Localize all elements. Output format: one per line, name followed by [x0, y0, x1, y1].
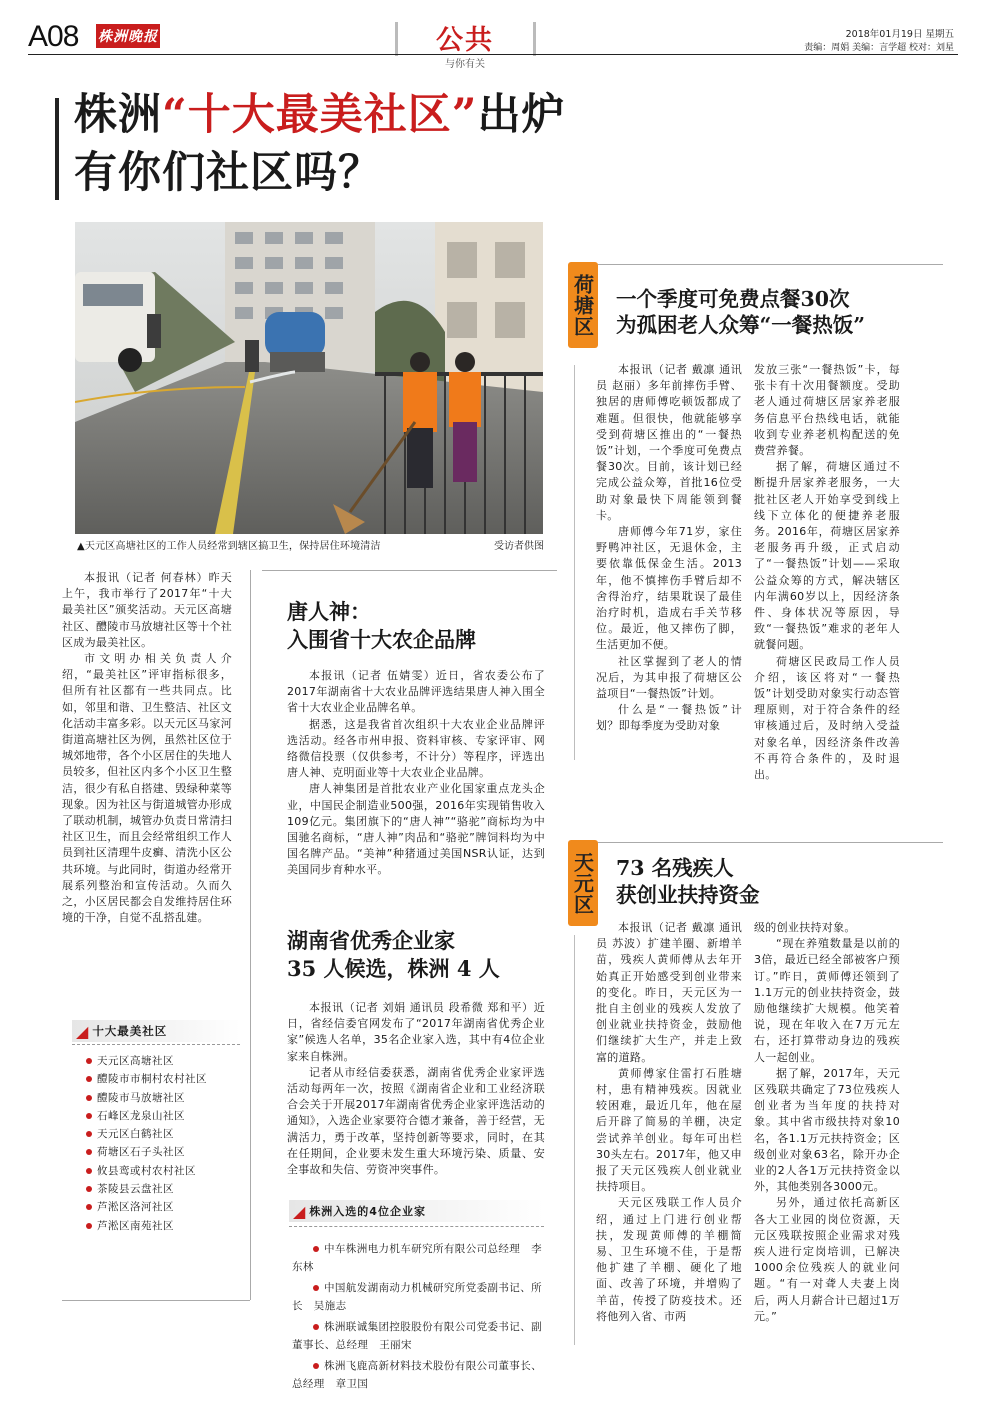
tangrenshen-headline-line1: 唐人神： — [287, 599, 371, 624]
tianyuan-article-col2 — [754, 920, 900, 1325]
bullet-icon — [313, 1285, 319, 1291]
tianyuan-para: 本报讯（记者 戴凛 通讯员 苏波）扩建羊圈、新增羊苗，残疾人黄师傅从去年开始真正开始感受到创业带来的变化。昨日，天元区为一批自主创业的残疾人发放了创业就业扶持资金，鼓励他们继续扩大生产，并走上致富的道路。 — [596, 921, 742, 1064]
paper-logo — [96, 24, 160, 48]
bullet-icon — [86, 1149, 92, 1155]
paper-logo-text: 株洲晚报 — [98, 29, 158, 45]
left-column-box-base — [62, 1300, 250, 1301]
photo-caption: ▲天元区高塘社区的工作人员经常到辖区搞卫生，保持居住环境清洁 — [77, 541, 381, 552]
hetang-para: 什么是“一餐热饭”计划？即每季度为受助对象 — [596, 703, 742, 733]
main-article-body — [62, 570, 232, 926]
bullet-icon — [86, 1095, 92, 1101]
bullet-icon — [86, 1076, 92, 1082]
list-item: 天元区高塘社区 — [86, 1052, 244, 1070]
hetang-headline-line1: 一个季度可免费点餐30次 — [616, 287, 850, 311]
main-article-para: 市文明办相关负责人介绍，“最美社区”评审指标很多，但所有社区都有一些共同点。比如，邻里和谐、卫生整洁、社区文化活动丰富多彩。以天元区马家河街道高塘社区为例，虽然社区位于城郊地带，各个小区居住的失地人员较多，但社区内多个小区卫生整洁，很少有私自搭建、毁绿种菜等现象。因为社区与街道城管办形成了联动机制，城管办负责日常清扫社区卫生，而且会经常组织工作人员到社区清理牛皮癣、清洗小区公共环境。与此同时，街道办经常开展系列整治和宣传活动。久而久之，小区居民都会自发维持居住环境的干净，自觉不乱搭乱建。 — [62, 652, 232, 925]
list-item: 中车株洲电力机车研究所有限公司总经理 李东林 — [292, 1243, 542, 1273]
list-item: 石峰区龙泉山社区 — [86, 1107, 244, 1125]
entrepreneur-list-title: 株洲入选的4位企业家 — [309, 1205, 426, 1218]
list-item: 株洲飞鹿高新材料技术股份有限公司董事长、总经理 章卫国 — [292, 1360, 542, 1390]
tianyuan-para: 据了解，2017年，天元区残联共确定了73位残疾人创业者为当年度的扶持对象。其中省市级扶持对象10名，各1.1万元扶持资金；区级创业对象63名，除开办企业的2人各1万元扶持资金以外，其他类别各3000元。 — [754, 1066, 900, 1194]
entrepreneur-article-body — [287, 1000, 545, 1178]
tianyuan-para: 黄师傅家住雷打石胜塘村，患有精神残疾。因就业较困难，最近几年，他在屋后开辟了简易的羊棚，决定尝试养羊创业。每年可出栏30头左右。2017年，他又申报了天元区残疾人创业就业扶持项目。 — [596, 1066, 742, 1194]
middle-column-rule — [262, 570, 557, 571]
left-column-box-bottom — [250, 570, 251, 1300]
tangrenshen-headline-line2: 入围省十大农企品牌 — [287, 627, 476, 652]
section-left-rule — [395, 22, 398, 56]
tianyuan-article-col1 — [596, 920, 742, 1325]
section-name: 公共 — [436, 25, 494, 56]
bullet-icon — [86, 1058, 92, 1064]
bullet-icon — [86, 1223, 92, 1229]
hetang-article-col2 — [754, 362, 900, 783]
section-right-rule — [533, 22, 536, 56]
tangrenshen-para: 唐人神集团是首批农业产业化国家重点龙头企业，中国民企制造业500强，2016年实现销售收入109亿元。集团旗下的“唐人神”“骆驼”商标均为中国驰名商标，“唐人神”肉品和“骆驼”牌饲料均为中国名牌产品。“美神”种猪通过美国NSR认证，达到美国同步育种水平。 — [287, 782, 545, 877]
entrepreneur-list-rule — [289, 1226, 544, 1227]
list-item: 芦淞区南苑社区 — [86, 1217, 244, 1235]
hetang-headline-line2: 为孤困老人众筹“一餐热饭” — [616, 313, 866, 337]
tangrenshen-article-body — [287, 668, 545, 879]
tianyuan-headline-line1: 73 名残疾人 — [616, 856, 734, 880]
issue-date: 2018年01月19日 星期五 — [845, 29, 954, 40]
list-item: 天元区白鹤社区 — [86, 1125, 244, 1143]
bullet-icon — [313, 1324, 319, 1330]
tianyuan-para: “现在养殖数量是以前的3倍，最近已经全部被客户预订。”昨日，黄师傅还领到了1.1万元的创业扶持资金，鼓励他继续扩大规模。他笑着说，现在年收入在7万元左右，还打算带动身边的残疾人一起创业。 — [754, 937, 900, 1064]
tianyuan-headline-line2: 获创业扶持资金 — [616, 883, 760, 907]
hetang-para: 唐师傅今年71岁，家住野鸭冲社区，无退休金，主要依靠低保金生活。2013年，他不慎摔伤手臂后却不舍得治疗，结果耽误了最佳治疗时机，造成右手关节移位。最近，他又摔伤了脚，生活更加不便。 — [596, 525, 742, 652]
hetang-tag-rule — [598, 264, 943, 265]
tianyuan-section-tag: 天元区 — [568, 840, 598, 926]
top10-list-header — [72, 1020, 240, 1042]
street-cleaning-photo — [75, 222, 543, 534]
page-number: A08 — [28, 20, 79, 53]
bullet-icon — [313, 1363, 319, 1369]
list-item: 株洲联诚集团控股股份有限公司党委书记、副董事长、总经理 王丽宋 — [292, 1321, 542, 1351]
tangrenshen-para: 本报讯（记者 伍婧雯）近日，省农委公布了2017年湖南省十大农业品牌评选结果唐人神入围全省十大农业企业品牌名单。 — [287, 669, 545, 715]
entrepreneur-headline-line1: 湖南省优秀企业家 — [287, 928, 455, 953]
hetang-para: 据了解，荷塘区通过不断提升居家养老服务，一大批社区老人开始享受到线上线下立体化的便捷养老服务。2016年，荷塘区居家养老服务再升级，正式启动了“一餐热饭”计划——采取公益众筹的方式，解决辖区内年满60岁以上，因经济条件、身体状况等原因，导致“一餐热饭”难求的老年人就餐问题。 — [754, 460, 900, 652]
bullet-icon — [86, 1186, 92, 1192]
bullet-icon — [86, 1204, 92, 1210]
hetang-para: 发放三张“一餐热饭”卡，每张卡有十次用餐额度。受助老人通过荷塘区居家养老服务信息平台热线电话，就能收到专业养老机构配送的免费营养餐。 — [754, 363, 900, 458]
masthead-rule — [28, 54, 958, 55]
main-headline-line1 — [74, 88, 694, 142]
editor-credits: 责编：周娟 美编：言学超 校对：刘星 — [804, 43, 954, 53]
hetang-section-tag: 荷塘区 — [568, 262, 598, 348]
entrepreneur-headline-line2: 35 人候选，株洲 4 人 — [287, 956, 500, 981]
headline-bar — [55, 98, 59, 200]
top10-list-rule — [72, 1044, 240, 1045]
entrepreneur-list — [292, 1240, 544, 1396]
hetang-left-rule — [574, 365, 575, 760]
bullet-icon — [86, 1113, 92, 1119]
main-article-para: 本报讯（记者 何春林）昨天上午，我市举行了2017年“十大最美社区”颁奖活动。天元区高塘社区、醴陵市马放塘社区等十个社区成为最美社区。 — [62, 571, 232, 649]
bullet-icon — [313, 1246, 319, 1252]
tianyuan-para: 天元区残联工作人员介绍，通过上门进行创业帮扶，发现黄师傅的羊棚简易、卫生环境不佳，于是帮他扩建了羊棚、硬化了地面、改善了环境，并增购了羊苗，传授了防疫技术。还将他列入省、市两 — [596, 1196, 742, 1323]
arrow-icon: ◢ — [76, 1021, 89, 1041]
list-item: 茶陵县云盘社区 — [86, 1180, 244, 1198]
list-item: 芦淞区洛河社区 — [86, 1198, 244, 1216]
list-item: 醴陵市市桐村农村社区 — [86, 1070, 244, 1088]
bullet-icon — [86, 1131, 92, 1137]
list-item: 攸县鸾或村农村社区 — [86, 1162, 244, 1180]
headline-post: 出炉 — [477, 90, 566, 140]
hetang-para: 社区掌握到了老人的情况后，为其申报了荷塘区公益项目“一餐热饭”计划。 — [596, 654, 742, 701]
tianyuan-tag-rule — [598, 842, 943, 843]
section-subtitle: 与你有关 — [445, 59, 485, 70]
top10-list-title: 十大最美社区 — [92, 1024, 168, 1038]
hetang-para: 本报讯（记者 戴凛 通讯员 赵丽）多年前摔伤手臂、独居的唐师傅吃顿饭都成了难题。但很快，他就能够享受到荷塘区推出的“一餐热饭”计划，一个季度可免费点餐30次。目前，该计划已经完成公益众筹，首批16位受助对象最快下周能领到餐卡。 — [596, 363, 742, 522]
headline-pre: 株洲 — [74, 90, 162, 140]
tangrenshen-para: 据悉，这是我省首次组织十大农业企业品牌评选活动。经各市州申报、资料审核、专家评审、网络微信投票（仅供参考，不计分）等程序，评选出唐人神、克明面业等十大农业企业品牌。 — [287, 717, 545, 780]
hetang-article-col1 — [596, 362, 742, 735]
hetang-para: 荷塘区民政局工作人员介绍，该区将对“一餐热饭”计划受助对象实行动态管理原则，对于符合条件的经审核通过后，及时纳入受益对象名单，因经济条件改善不再符合条件的，及时退出。 — [754, 654, 900, 782]
list-item: 中国航发湖南动力机械研究所党委副书记、所长 吴施志 — [292, 1282, 542, 1312]
headline-quote: “十大最美社区” — [162, 90, 478, 140]
tianyuan-left-rule — [574, 935, 575, 1345]
entrepreneur-para: 本报讯（记者 刘娟 通讯员 段希微 郑和平）近日，省经信委官网发布了“2017年湖南省优秀企业家”候选人名单，35名企业家入选，其中有4位企业家来自株洲。 — [287, 1001, 545, 1063]
bullet-icon — [86, 1168, 92, 1174]
main-headline-line2: 有你们社区吗？ — [74, 148, 382, 198]
arrow-icon: ◢ — [293, 1201, 306, 1221]
photo-credit: 受访者供图 — [494, 541, 544, 552]
entrepreneur-list-header — [289, 1200, 544, 1222]
tianyuan-para: 级的创业扶持对象。 — [754, 921, 856, 934]
photo-illustration — [75, 222, 543, 534]
entrepreneur-para: 记者从市经信委获悉，湖南省优秀企业家评选活动每两年一次，按照《湖南省企业和工业经济联合会关于开展2017年湖南省优秀企业家评选活动的通知》，入选企业家要符合德才兼备，善于经营，无满活力，勇于改革，坚持创新等要求，同时，在其在任期间，企业要未发生重大环境污染、质量、安全事故和失信、劳资冲突事件。 — [287, 1065, 545, 1177]
list-item: 荷塘区石子头社区 — [86, 1143, 244, 1161]
tianyuan-para: 另外，通过依托高新区各大工业园的岗位资源，天元区残联按照企业需求对残疾人进行定岗培训，已解决1000余位残疾人的就业问题。“有一对聋人夫妻上岗后，两人月薪合计已超过1万元。” — [754, 1196, 900, 1323]
top10-community-list — [86, 1052, 244, 1235]
list-item: 醴陵市马放塘社区 — [86, 1089, 244, 1107]
